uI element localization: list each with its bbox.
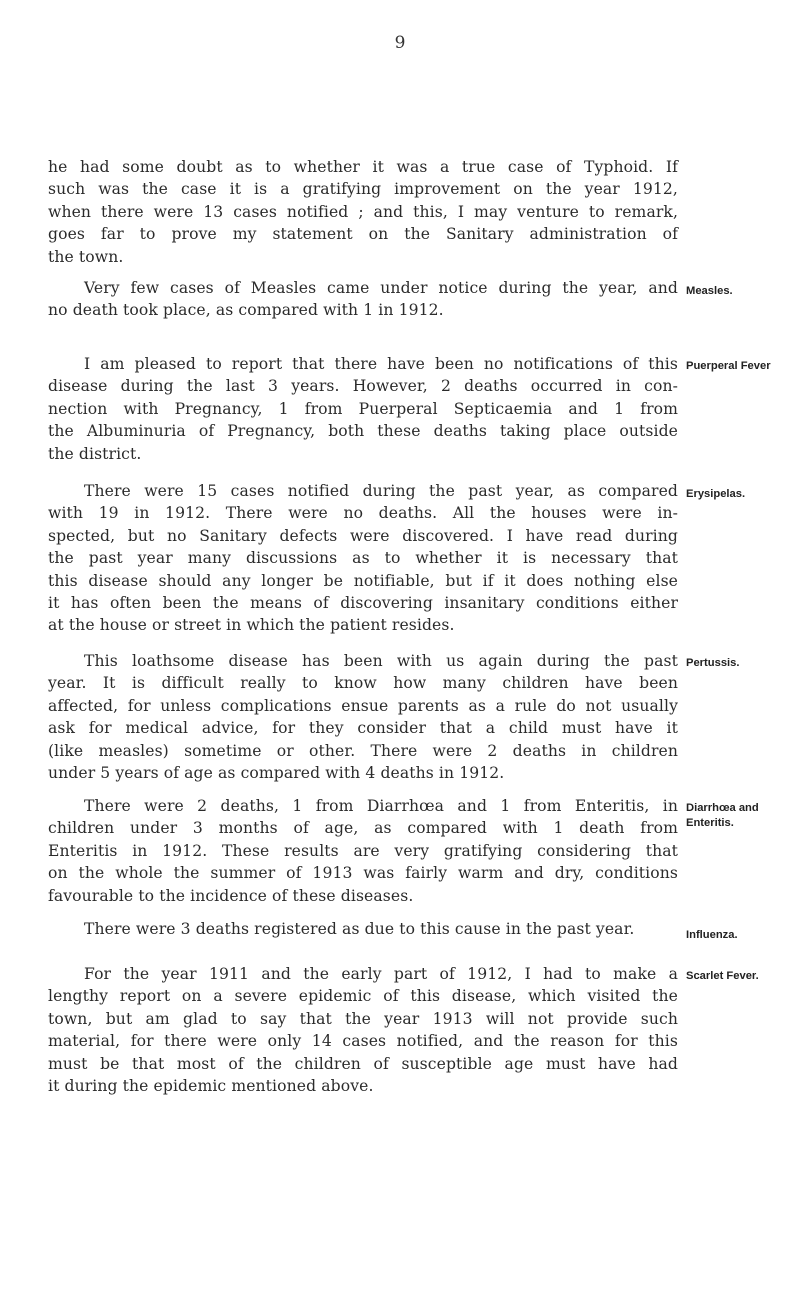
text-line: There were 2 deaths, 1 from Diarrhœa and 1 from Enteritis, in (84, 797, 678, 815)
text-line: the town. (48, 247, 124, 266)
text-line: it during the epidemic mentioned above. (48, 1076, 374, 1095)
text-line: nection with Pregnancy, 1 from Puerperal Septicaemia and 1 from (48, 399, 678, 418)
text-line: disease during the last 3 years. However, 2 deaths occurred in con- (48, 377, 678, 396)
margin-note-diarrhoea-enteritis: Diarrhœa and Enteritis. (686, 802, 759, 829)
text-line: Very few cases of Measles came under notice during the year, and (84, 279, 678, 297)
paragraph-influenza (48, 918, 678, 940)
text-line: There were 15 cases notified during the past year, as compared (84, 482, 678, 500)
paragraph-pertussis (48, 650, 678, 784)
margin-note-erysipelas: Erysipelas. (686, 488, 746, 500)
text-line: year. It is difficult really to know how many children have been (48, 674, 678, 693)
text-line: I am pleased to report that there have been no notifications of this (84, 355, 678, 373)
paragraph-puerperal-fever (48, 353, 678, 465)
text-line: favourable to the incidence of these diseases. (48, 886, 414, 905)
text-line: the past year many discussions as to whether it is necessary that (48, 549, 678, 568)
text-line: he had some doubt as to whether it was a true case of Typhoid. If (48, 158, 678, 176)
text-line: on the whole the summer of 1913 was fairly warm and dry, conditions (48, 864, 678, 883)
text-line: at the house or street in which the patient resides. (48, 616, 455, 635)
text-line: this disease should any longer be notifiable, but if it does nothing else (48, 571, 678, 590)
text-line: it has often been the means of discovering insanitary conditions either (48, 593, 678, 612)
paragraph-typhoid (48, 156, 678, 268)
text-line: affected, for unless complications ensue parents as a rule do not usually (48, 696, 678, 715)
paragraph-scarlet-fever (48, 963, 678, 1097)
text-line: spected, but no Sanitary defects were discovered. I have read during (48, 526, 678, 545)
margin-note-pertussis: Pertussis. (686, 657, 740, 669)
text-line: such was the case it is a gratifying improvement on the year 1912, (48, 180, 678, 199)
text-line: Enteritis in 1912. These results are very gratifying considering that (48, 841, 678, 860)
text-line: town, but am glad to say that the year 1913 will not provide such (48, 1009, 678, 1028)
margin-note-scarlet-fever: Scarlet Fever. (686, 970, 759, 982)
text-line: the Albuminuria of Pregnancy, both these deaths taking place outside (48, 422, 678, 441)
paragraph-measles (48, 277, 678, 322)
text-line: no death took place, as compared with 1 in 1912. (48, 301, 444, 320)
margin-note-measles: Measles. (686, 285, 733, 297)
text-line: must be that most of the children of susceptible age must have had (48, 1054, 678, 1073)
text-line: goes far to prove my statement on the Sanitary administration of (48, 225, 678, 244)
page-number: 9 (394, 33, 406, 53)
paragraph-erysipelas (48, 480, 678, 637)
text-line: under 5 years of age as compared with 4 deaths in 1912. (48, 763, 505, 782)
text-line: material, for there were only 14 cases notified, and the reason for this (48, 1032, 678, 1051)
paragraph-diarrhoea-enteritis (48, 795, 678, 907)
text-line: with 19 in 1912. There were no deaths. All the houses were in- (48, 504, 678, 523)
text-line: (like measles) sometime or other. There were 2 deaths in children (48, 741, 678, 760)
margin-note-puerperal-fever: Puerperal Fever (686, 360, 771, 372)
text-line: when there were 13 cases notified ; and this, I may venture to remark, (48, 202, 678, 221)
text-line: There were 3 deaths registered as due to this cause in the past year. (84, 920, 635, 938)
text-line: lengthy report on a severe epidemic of this disease, which visited the (48, 987, 678, 1006)
margin-note-influenza: Influenza. (686, 929, 738, 941)
text-line: This loathsome disease has been with us again during the past (84, 652, 678, 670)
text-line: the district. (48, 444, 142, 463)
text-line: ask for medical advice, for they consider that a child must have it (48, 719, 678, 738)
text-line: For the year 1911 and the early part of 1912, I had to make a (84, 965, 678, 983)
text-line: children under 3 months of age, as compared with 1 death from (48, 819, 678, 838)
